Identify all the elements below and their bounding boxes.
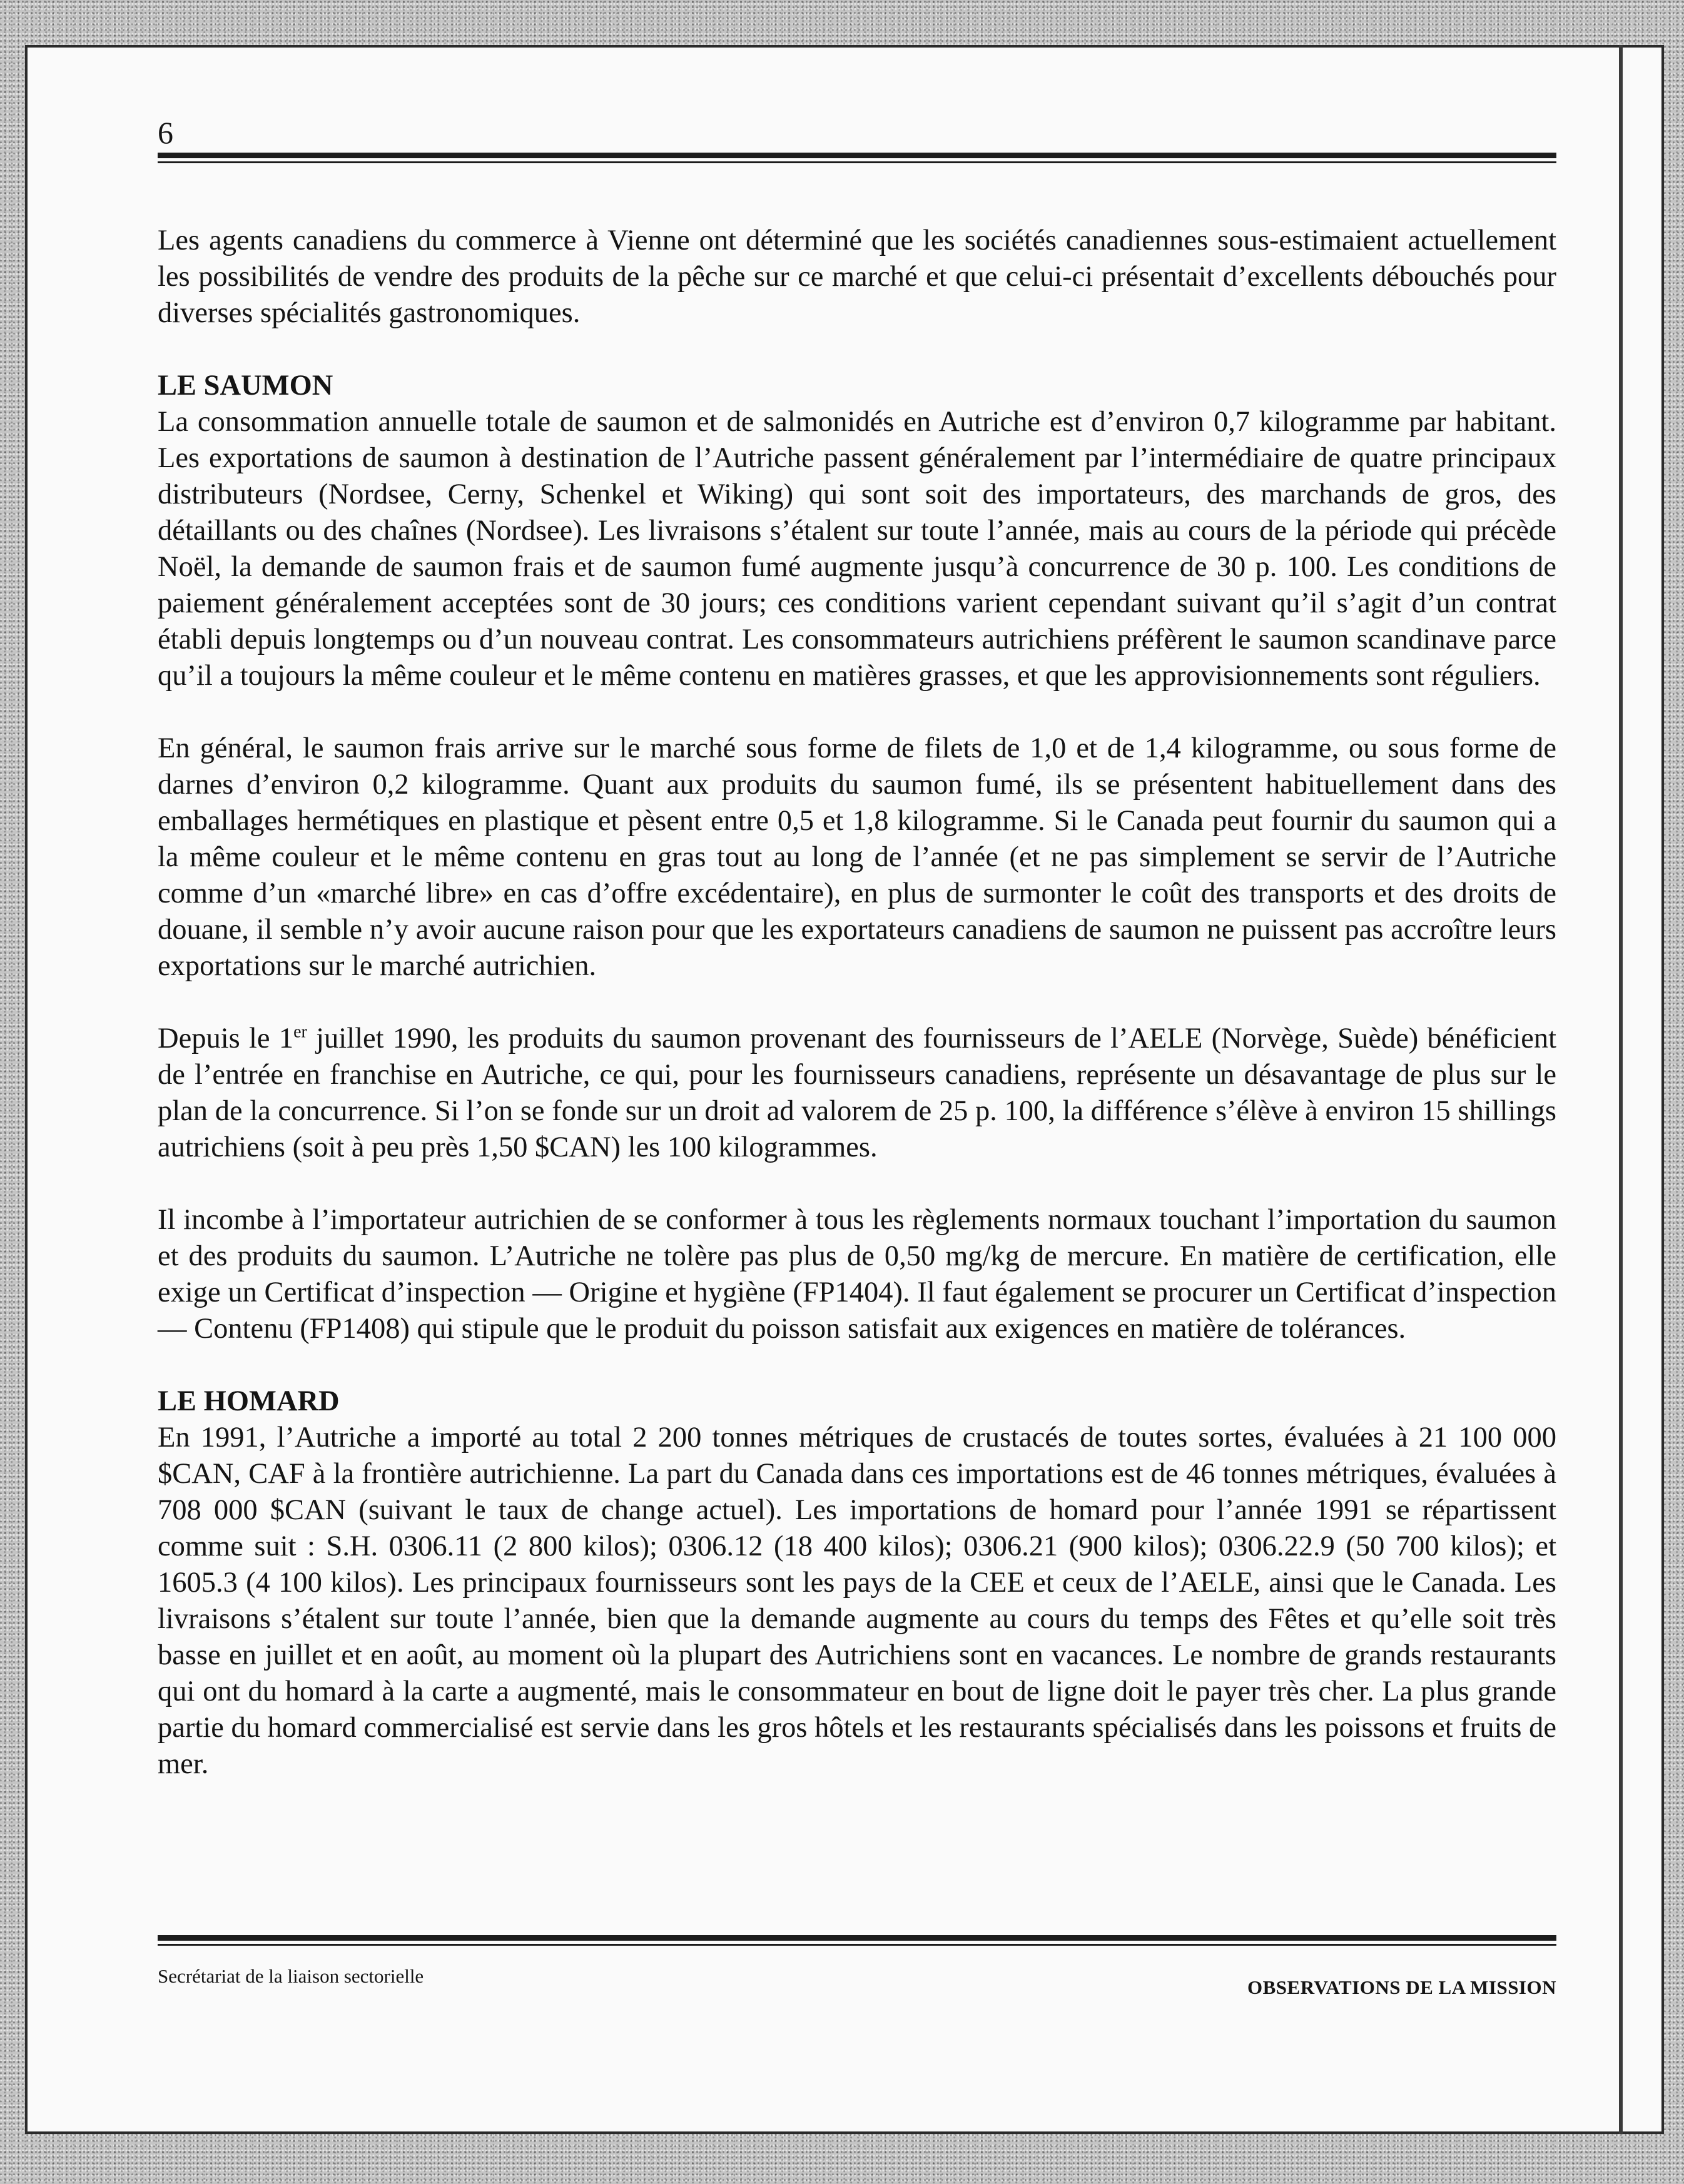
- page-number: 6: [158, 115, 173, 150]
- saumon-paragraph-3: [158, 1021, 1556, 1166]
- section-heading-saumon: LE SAUMON: [158, 370, 333, 402]
- superscript-er: er: [293, 1022, 307, 1042]
- saumon-p3-rest: juillet 1990, les produits du saumon provenant des fournisseurs de l’AELE (Norvège, Suède) bénéficient de l’entrée en franchise en Autriche, ce qui, pour les fournisseurs canadiens, représente un désavantage de plus sur le plan de la concurrence. Si l’on se fonde sur un droit ad valorem de 25 p. 100, la différence s’élève à environ 15 shillings autrichiens (soit à peu près 1,50 $CAN) les 100 kilogrammes.: [158, 1023, 1557, 1163]
- footer-organization: Secrétariat de la liaison sectorielle: [158, 1965, 424, 1987]
- saumon-paragraph-2: En général, le saumon frais arrive sur le marché sous forme de filets de 1,0 et de 1,4 kilogramme, ou sous forme de darnes d’environ 0,2 kilogramme. Quant aux produits du saumon fumé, ils se présentent habituellement dans des emballages hermétiques en plastique et pèsent entre 0,5 et 1,8 kilogramme. Si le Canada peut fournir du saumon qui a la même couleur et le même contenu en gras tout au long de l’année (et ne pas simplement se servir de l’Autriche comme d’un «marché libre» en cas d’offre excédentaire), en plus de surmonter le coût des transports et des droits de douane, il semble n’y avoir aucune raison pour que les exportateurs canadiens de saumon ne puissent pas accroître leurs exportations sur le marché autrichien.: [158, 732, 1556, 982]
- intro-paragraph: Les agents canadiens du commerce à Vienne ont déterminé que les sociétés canadiennes sous-estimaient actuellement les possibilités de vendre des produits de la pêche sur ce marché et que celui-ci présentait d’excellents débouchés pour diverses spécialités gastronomiques.: [158, 225, 1556, 329]
- header-rule: [158, 153, 1556, 163]
- saumon-p3-start: Depuis le 1: [158, 1023, 294, 1054]
- saumon-paragraph-1: La consommation annuelle totale de saumon et de salmonidés en Autriche est d’environ 0,7 kilogramme par habitant. Les exportations de saumon à destination de l’Autriche passent généralement par l’intermédiaire de quatre principaux distributeurs (Nordsee, Cerny, Schenkel et Wiking) qui sont soit des importateurs, des marchands de gros, des détaillants ou des chaînes (Nordsee). Les livraisons s’étalent sur toute l’année, mais au cours de la période qui précède Noël, la demande de saumon frais et de saumon fumé augmente jusqu’à concurrence de 30 p. 100. Les conditions de paiement généralement acceptées sont de 30 jours; ces conditions varient cependant suivant qu’il s’agit d’un contrat établi depuis longtemps ou d’un nouveau contrat. Les consommateurs autrichiens préfèrent le saumon scandinave parce qu’il a toujours la même couleur et le même contenu en matières grasses, et que les approvisionnements sont réguliers.: [158, 406, 1556, 692]
- document-body: [158, 223, 1556, 1782]
- section-heading-homard: LE HOMARD: [158, 1385, 340, 1417]
- footer-section-title: OBSERVATIONS DE LA MISSION: [1247, 1976, 1556, 1998]
- page-edge: [1619, 45, 1623, 2134]
- footer-rule: [158, 1935, 1556, 1946]
- saumon-paragraph-4: Il incombe à l’importateur autrichien de se conformer à tous les règlements normaux touchant l’importation du saumon et des produits du saumon. L’Autriche ne tolère pas plus de 0,50 mg/kg de mercure. En matière de certification, elle exige un Certificat d’inspection — Origine et hygiène (FP1404). Il faut également se procurer un Certificat d’inspection — Contenu (FP1408) qui stipule que le produit du poisson satisfait aux exigences en matière de tolérances.: [158, 1204, 1556, 1345]
- homard-paragraph-1: En 1991, l’Autriche a importé au total 2 200 tonnes métriques de crustacés de toutes sortes, évaluées à 21 100 000 $CAN, CAF à la frontière autrichienne. La part du Canada dans ces importations est de 46 tonnes métriques, évaluées à 708 000 $CAN (suivant le taux de change actuel). Les importations de homard pour l’année 1991 se répartissent comme suit : S.H. 0306.11 (2 800 kilos); 0306.12 (18 400 kilos); 0306.21 (900 kilos); 0306.22.9 (50 700 kilos); et 1605.3 (4 100 kilos). Les principaux fournisseurs sont les pays de la CEE et ceux de l’AELE, ainsi que le Canada. Les livraisons s’étalent sur toute l’année, bien que la demande augmente au cours du temps des Fêtes et qu’elle soit très basse en juillet et en août, au moment où la plupart des Autrichiens sont en vacances. Le nombre de grands restaurants qui ont du homard à la carte a augmenté, mais le consommateur en bout de ligne doit le payer très cher. La plus grande partie du homard commercialisé est servie dans les gros hôtels et les restaurants spécialisés dans les poissons et fruits de mer.: [158, 1422, 1556, 1780]
